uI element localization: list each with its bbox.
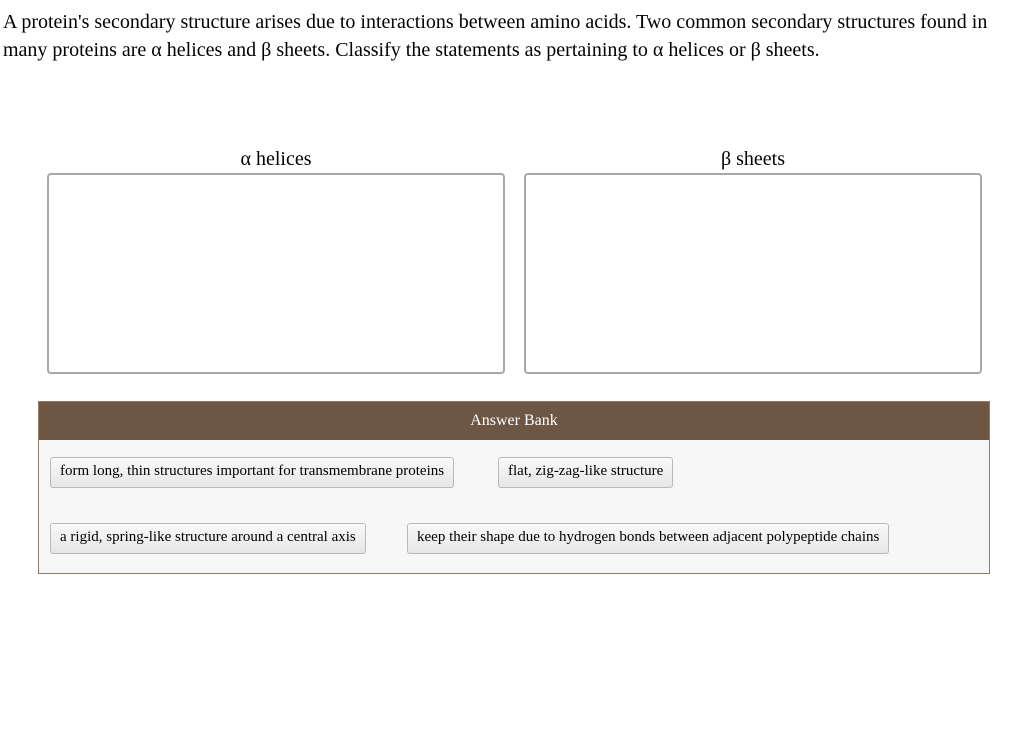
question-text: A protein's secondary structure arises due to interactions between amino acids. Two common secondary structures found in many proteins are α helices and β sheets. Classify the statements as pertaining to α helices or β sheets.: [3, 11, 988, 61]
answer-chip-transmembrane[interactable]: form long, thin structures important for transmembrane proteins: [50, 457, 454, 488]
bin-beta-sheets: [524, 146, 982, 374]
answer-chip-spring-like[interactable]: a rigid, spring-like structure around a central axis: [50, 523, 366, 554]
bin-alpha-helices: [47, 146, 505, 374]
answer-chip-hydrogen-bonds[interactable]: keep their shape due to hydrogen bonds between adjacent polypeptide chains: [407, 523, 889, 554]
bin-label-beta-sheets: β sheets: [720, 148, 786, 170]
answer-bank: [38, 401, 990, 574]
answer-bank-items: [39, 440, 989, 572]
classification-bins: [47, 146, 982, 374]
bin-label-alpha-helices: α helices: [240, 148, 312, 170]
answer-bank-header: Answer Bank: [39, 402, 989, 440]
drop-zone-alpha-helices[interactable]: [47, 173, 505, 374]
drop-zone-beta-sheets[interactable]: [524, 173, 982, 374]
answer-chip-zig-zag[interactable]: flat, zig-zag-like structure: [498, 457, 673, 488]
